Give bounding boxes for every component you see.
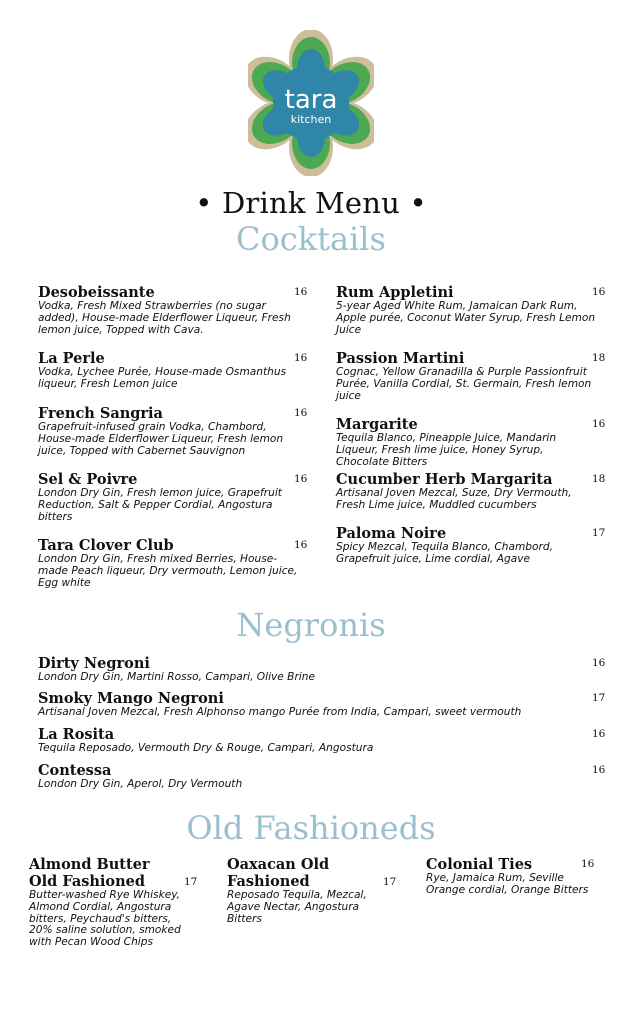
item-name: Oaxacan Old Fashioned xyxy=(227,856,330,890)
item-price: 17 xyxy=(592,692,606,704)
item-price: 16 xyxy=(592,728,606,740)
item-description: Tequila Blanco, Pineapple Juice, Mandarin Liqueur, Fresh lime juice, Honey Syrup, Chocolate Bitters xyxy=(336,432,557,468)
item-description: Butter-washed Rye Whiskey, Almond Cordial, Angostura bitters, Peychaud's bitters, 20% saline solution, smoked with Pecan Wood Chips xyxy=(29,889,181,949)
menu-item xyxy=(336,416,596,468)
menu-item xyxy=(38,284,300,336)
item-price: 17 xyxy=(592,527,606,539)
item-description: Artisanal Joven Mezcal, Suze, Dry Vermouth, Fresh Lime juice, Muddled cucumbers xyxy=(336,487,572,511)
menu-item xyxy=(38,471,300,523)
item-description: Vodka, Fresh Mixed Strawberries (no sugar added), House-made Elderflower Liqueur, Fresh lemon juice, Topped with Cava. xyxy=(38,300,291,336)
menu-item xyxy=(227,856,377,925)
menu-item xyxy=(38,405,300,457)
section-title-old-fashioneds: Old Fashioneds xyxy=(186,809,436,847)
menu-item xyxy=(38,350,300,391)
item-name: Margarite xyxy=(336,416,418,433)
item-name: Colonial Ties xyxy=(426,856,533,873)
item-price: 16 xyxy=(592,286,606,298)
item-description: London Dry Gin, Fresh mixed Berries, House-made Peach liqueur, Dry vermouth, Lemon juice, Egg white xyxy=(38,553,298,589)
menu-item xyxy=(336,471,596,512)
item-name: La Rosita xyxy=(38,726,115,743)
item-price: 16 xyxy=(592,764,606,776)
item-description: Artisanal Joven Mezcal, Fresh Alphonso mango Purée from India, Campari, sweet vermouth xyxy=(38,706,522,718)
logo-text-sub: kitchen xyxy=(290,113,332,126)
item-name: Desobeissante xyxy=(38,284,155,301)
item-description: Rye, Jamaica Rum, Seville Orange cordial, Orange Bitters xyxy=(426,872,589,896)
item-description: London Dry Gin, Martini Rosso, Campari, Olive Brine xyxy=(38,671,315,683)
section-title-negronis: Negronis xyxy=(236,606,386,644)
menu-item xyxy=(336,525,596,566)
item-description: Spicy Mezcal, Tequila Blanco, Chambord, Grapefruit juice, Lime cordial, Agave xyxy=(336,541,553,565)
item-price: 18 xyxy=(592,352,606,364)
menu-item xyxy=(38,762,578,791)
section-title-cocktails: Cocktails xyxy=(236,220,386,258)
item-name: La Perle xyxy=(38,350,105,367)
menu-item xyxy=(426,856,596,897)
item-price: 16 xyxy=(294,352,308,364)
menu-item xyxy=(336,284,596,336)
menu-item xyxy=(38,537,300,589)
item-name: Contessa xyxy=(38,762,112,779)
item-description: Reposado Tequila, Mezcal, Agave Nectar, Angostura Bitters xyxy=(227,889,367,925)
item-description: Grapefruit-infused grain Vodka, Chambord, House-made Elderflower Liqueur, Fresh lemon juice, Topped with Cabernet Sauvignon xyxy=(38,421,284,457)
menu-item xyxy=(29,856,181,949)
item-name: Tara Clover Club xyxy=(38,537,174,554)
menu-item xyxy=(38,726,578,755)
item-price: 16 xyxy=(294,539,308,551)
menu-item xyxy=(38,690,578,719)
item-name: Passion Martini xyxy=(336,350,465,367)
item-name: Almond Butter Old Fashioned xyxy=(29,856,150,890)
item-name: Rum Appletini xyxy=(336,284,454,301)
item-description: Tequila Reposado, Vermouth Dry & Rouge, Campari, Angostura xyxy=(38,742,374,754)
item-price: 17 xyxy=(184,876,198,888)
item-description: London Dry Gin, Fresh lemon juice, Grapefruit Reduction, Salt & Pepper Cordial, Angostura bitters xyxy=(38,487,282,523)
item-price: 16 xyxy=(294,286,308,298)
item-description: Cognac, Yellow Granadilla & Purple Passionfruit Purée, Vanilla Cordial, St. Germain, Fresh lemon juice xyxy=(336,366,592,402)
item-name: French Sangria xyxy=(38,405,163,422)
flower-logo-icon xyxy=(248,30,374,176)
item-price: 17 xyxy=(383,876,397,888)
item-name: Smoky Mango Negroni xyxy=(38,690,224,707)
item-description: London Dry Gin, Aperol, Dry Vermouth xyxy=(38,778,243,790)
tara-kitchen-logo xyxy=(248,30,374,176)
page-title: • Drink Menu • xyxy=(195,186,427,220)
item-price: 18 xyxy=(592,473,606,485)
item-price: 16 xyxy=(592,418,606,430)
item-description: 5-year Aged White Rum, Jamaican Dark Rum, Apple purée, Coconut Water Syrup, Fresh Lemon Juice xyxy=(336,300,596,336)
item-price: 16 xyxy=(592,657,606,669)
menu-item xyxy=(336,350,596,402)
item-name: Sel & Poivre xyxy=(38,471,138,488)
item-price: 16 xyxy=(294,473,308,485)
logo-text-main: tara xyxy=(284,85,338,115)
item-name: Paloma Noire xyxy=(336,525,447,542)
item-name: Dirty Negroni xyxy=(38,655,150,672)
item-description: Vodka, Lychee Purée, House-made Osmanthus liqueur, Fresh Lemon juice xyxy=(38,366,287,390)
item-price: 16 xyxy=(581,858,595,870)
menu-item xyxy=(38,655,578,684)
item-name: Cucumber Herb Margarita xyxy=(336,471,553,488)
item-price: 16 xyxy=(294,407,308,419)
